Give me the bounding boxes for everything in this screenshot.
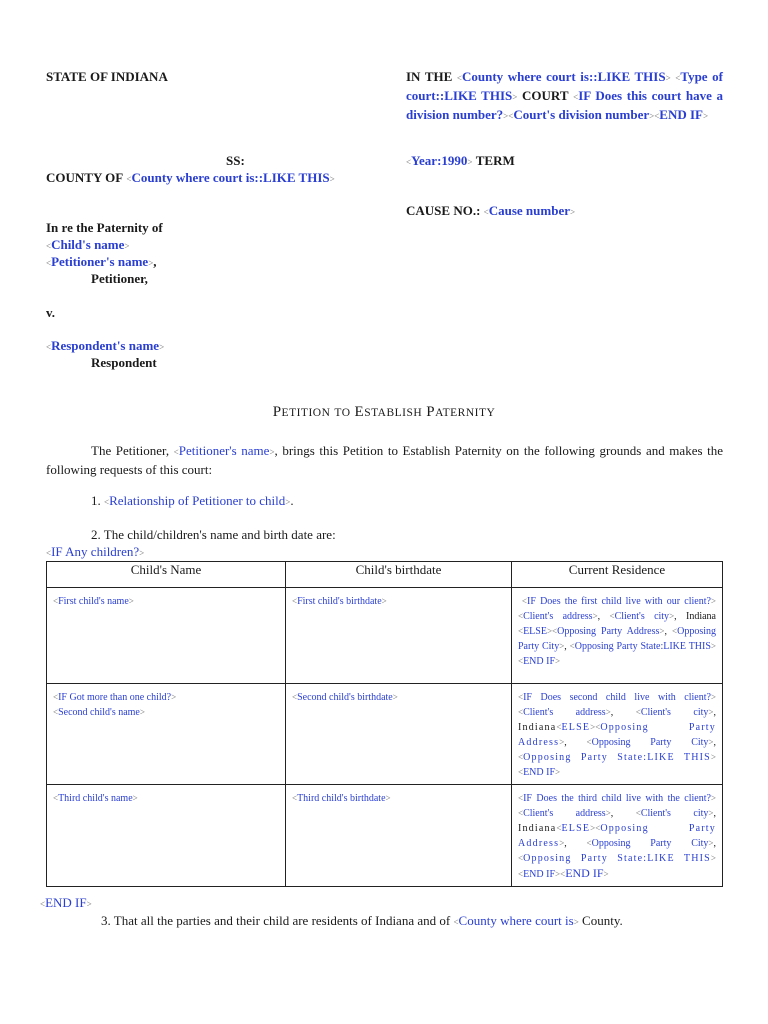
intro-paragraph — [46, 442, 723, 478]
child-name-cell: <First child's name> — [47, 588, 286, 684]
title-word: TO — [334, 407, 351, 419]
division-number-variable: Court's division number — [513, 107, 650, 122]
title-initial: P — [272, 404, 282, 420]
opposing-city-variable: Opposing Party City — [591, 737, 709, 748]
child-name-cell: <Third child's name> — [47, 785, 286, 887]
intro-text: The Petitioner, — [91, 443, 170, 458]
close-guillemet: > — [329, 174, 335, 184]
year-variable: Year:1990 — [411, 153, 468, 168]
opposing-city-variable: Opposing Party City — [518, 626, 716, 652]
open-guillemet: < — [406, 157, 412, 167]
close-guillemet: > — [86, 899, 92, 909]
table-row — [47, 588, 723, 684]
close-guillemet: > — [570, 207, 576, 217]
child-name-variable: Child's name — [51, 237, 125, 252]
open-guillemet: < — [126, 174, 132, 184]
third-child-birthdate-variable: Third child's birthdate — [297, 793, 386, 804]
court-label: COURT — [522, 88, 569, 103]
item-2: 2. The child/children's name and birth date are: — [91, 527, 336, 542]
table-header-row — [47, 562, 723, 588]
county-variable: County where court is::LIKE THIS — [131, 170, 330, 185]
open-guillemet: < — [675, 73, 681, 83]
table-row — [47, 684, 723, 785]
open-guillemet: < — [46, 241, 52, 251]
close-guillemet: > — [159, 342, 165, 352]
petitioner-label: Petitioner, — [91, 271, 148, 286]
county-variable: County where court is::LIKE THIS — [461, 69, 666, 84]
title-word: ATERNITY — [435, 407, 496, 419]
state-text: Indiana — [518, 722, 557, 733]
second-child-name-variable: Second child's name — [58, 707, 140, 718]
residence-cell: <IF Does the third child live with the client?><Client's address>, <Client's city>, Indiana<ELSE><Opposing Party Address>, <Opposing Party City>, <Opposing Party State:LIKE THIS><END IF><END IF> — [512, 785, 723, 887]
opposing-address-variable: Opposing Party Address — [518, 722, 716, 748]
client-address-variable: Client's address — [523, 808, 606, 819]
close-guillemet: > — [285, 497, 291, 507]
residence-if-variable: IF Does the first child live with our client? — [527, 596, 711, 607]
in-the-label: IN THE — [406, 69, 453, 84]
document-title — [0, 404, 768, 421]
petitioner-name-line: <Petitioner's name>, — [46, 254, 157, 269]
end-if-variable: END IF — [659, 107, 703, 122]
court-type-variable: Type of court::LIKE THIS — [406, 69, 724, 103]
item-3-text: 3. That all the parties and their child are residents of Indiana and of — [101, 913, 451, 928]
open-guillemet: < — [508, 111, 514, 121]
end-if-variable: END IF — [523, 767, 556, 778]
intro-text: , brings this Petition to Establish Paternity on the following grounds and makes the following requests of this court: — [46, 443, 723, 477]
birthdate-cell: <Third child's birthdate> — [286, 785, 512, 887]
petitioner-name-variable: Petitioner's name — [178, 443, 270, 458]
end-if-variable: END IF — [523, 656, 556, 667]
open-guillemet: < — [453, 917, 459, 927]
item-number: 1. — [91, 493, 101, 508]
close-guillemet: > — [665, 73, 671, 83]
end-if-line — [40, 894, 92, 913]
close-guillemet: > — [503, 111, 509, 121]
client-address-variable: Client's address — [523, 707, 606, 718]
title-word: ETITION — [281, 407, 331, 419]
county-of-label: COUNTY OF — [46, 170, 124, 185]
end-if-variable: END IF — [565, 866, 604, 880]
client-address-variable: Client's address — [523, 611, 593, 622]
else-variable: ELSE — [561, 823, 591, 834]
else-variable: ELSE — [523, 626, 547, 637]
client-city-variable: Client's city — [640, 808, 709, 819]
opposing-state-variable: Opposing Party State:LIKE THIS — [523, 752, 711, 763]
residence-cell: <IF Does second child live with client?> <Client's address>, <Client's city>, Indiana<ELSE><Opposing Party Address>, <Opposing Party City>, <Opposing Party State:LIKE THIS><END IF> — [512, 684, 723, 785]
table-row — [47, 785, 723, 887]
end-if-variable: END IF — [45, 895, 87, 910]
child-name-cell: <IF Got more than one child?> <Second child's name> — [47, 684, 286, 785]
state-text: Indiana — [686, 611, 716, 622]
close-guillemet: > — [269, 447, 275, 457]
petitioner-name-variable: Petitioner's name — [51, 254, 149, 269]
opposing-address-variable: Opposing Party Address — [518, 823, 716, 849]
residence-if-variable: IF Does the third child live with the client? — [523, 793, 711, 804]
if-children-line — [46, 543, 144, 562]
third-child-name-variable: Third child's name — [58, 793, 133, 804]
if-children-variable: IF Any children? — [51, 544, 140, 559]
second-child-birthdate-variable: Second child's birthdate — [297, 692, 393, 703]
county-of-line — [46, 169, 335, 188]
end-if-variable: END IF — [523, 869, 556, 880]
close-guillemet: > — [512, 92, 518, 102]
court-caption — [406, 68, 723, 125]
first-child-birthdate-variable: First child's birthdate — [297, 596, 382, 607]
more-children-if-variable: IF Got more than one child? — [58, 692, 172, 703]
first-child-name-variable: First child's name — [58, 596, 129, 607]
title-initial: P — [426, 404, 436, 420]
residence-if-variable: IF Does second child live with client? — [523, 692, 711, 703]
open-guillemet: < — [456, 73, 462, 83]
children-table — [46, 561, 723, 887]
title-initial: E — [354, 404, 365, 420]
respondent-name-variable: Respondent's name — [51, 338, 160, 353]
close-guillemet: > — [467, 157, 473, 167]
item-1 — [91, 492, 294, 511]
division-if-variable: IF Does this court have a division number? — [406, 88, 724, 122]
open-guillemet: < — [46, 258, 52, 268]
client-city-variable: Client's city — [614, 611, 670, 622]
open-guillemet: < — [46, 342, 52, 352]
open-guillemet: < — [40, 899, 46, 909]
relationship-variable: Relationship of Petitioner to child — [109, 493, 286, 508]
opposing-address-variable: Opposing Party Address — [557, 626, 660, 637]
column-header: Child's Name — [47, 562, 286, 588]
opposing-state-variable: Opposing Party State:LIKE THIS — [574, 641, 711, 652]
close-guillemet: > — [124, 241, 130, 251]
open-guillemet: < — [46, 548, 52, 558]
close-guillemet: > — [649, 111, 655, 121]
item-period: . — [290, 493, 294, 508]
item-3 — [101, 912, 623, 931]
open-guillemet: < — [654, 111, 660, 121]
close-guillemet: > — [139, 548, 145, 558]
open-guillemet: < — [104, 497, 110, 507]
else-variable: ELSE — [561, 722, 591, 733]
title-word: STABLISH — [364, 407, 423, 419]
client-city-variable: Client's city — [640, 707, 709, 718]
ss-label: SS: — [226, 153, 245, 168]
term-line — [406, 152, 515, 171]
close-guillemet: > — [573, 917, 579, 927]
item-3-text: County. — [582, 913, 623, 928]
opposing-city-variable: Opposing Party City — [591, 838, 709, 849]
opposing-state-variable: Opposing Party State:LIKE THIS — [523, 853, 711, 864]
close-guillemet: > — [703, 111, 709, 121]
state-label: STATE OF INDIANA — [46, 69, 168, 84]
open-guillemet: < — [483, 207, 489, 217]
term-label: TERM — [475, 153, 515, 168]
cause-line — [406, 202, 575, 221]
birthdate-cell: <First child's birthdate> — [286, 588, 512, 684]
respondent-label: Respondent — [91, 355, 157, 370]
open-guillemet: < — [573, 92, 579, 102]
column-header: Child's birthdate — [286, 562, 512, 588]
cause-no-label: CAUSE NO.: — [406, 203, 481, 218]
county-variable: County where court is — [458, 913, 574, 928]
column-header: Current Residence — [512, 562, 723, 588]
open-guillemet: < — [173, 447, 179, 457]
cause-number-variable: Cause number — [488, 203, 570, 218]
in-re-label: In re the Paternity of — [46, 220, 163, 235]
birthdate-cell: <Second child's birthdate> — [286, 684, 512, 785]
close-guillemet: > — [148, 258, 154, 268]
versus-label: v. — [46, 305, 56, 320]
state-text: Indiana — [518, 823, 557, 834]
residence-cell: <IF Does the first child live with our client?> <Client's address>, <Client's city>, Indiana <ELSE><Opposing Party Address>, <Opposing Party City>, <Opposing Party State:LIKE THIS><END IF> — [512, 588, 723, 684]
